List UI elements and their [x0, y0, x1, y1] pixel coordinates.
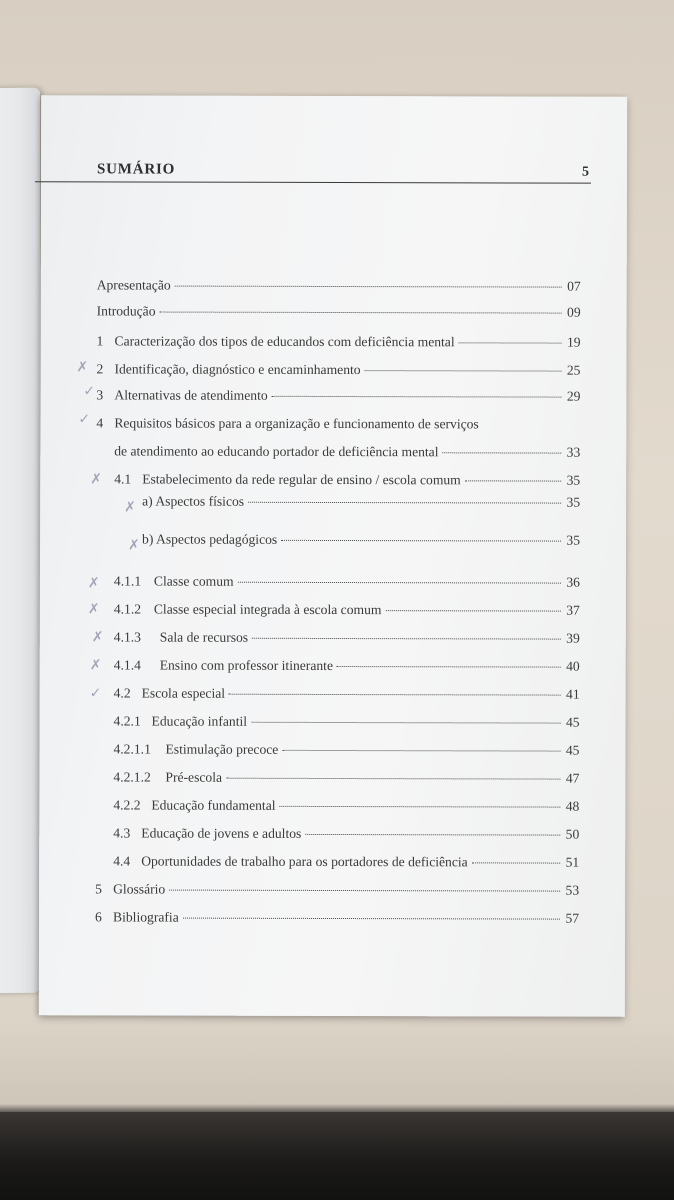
running-head — [97, 161, 589, 182]
toc-entry — [114, 627, 580, 648]
toc-entry-label: Ensino com professor itinerante — [159, 657, 334, 674]
handwritten-check-mark-icon: ✓ — [78, 411, 91, 428]
handwritten-check-mark-icon: ✗ — [89, 657, 102, 674]
toc-entry-page: 35 — [566, 532, 581, 548]
toc-entry — [113, 767, 579, 788]
toc-entry-continuation — [114, 441, 580, 462]
toc-entry-label: Classe especial integrada à escola comum — [153, 601, 382, 618]
toc-entry — [114, 683, 580, 704]
toc-entry-number: 4.2 — [113, 685, 131, 701]
toc-entry — [142, 530, 580, 551]
dot-leader — [305, 831, 560, 836]
toc-entry-label: Educação fundamental — [151, 797, 276, 813]
toc-entry-number: 4.2.1 — [113, 713, 141, 729]
handwritten-check-mark-icon: ✗ — [76, 359, 89, 376]
toc-entry-page: 39 — [566, 630, 580, 646]
toc-entry-number: 4.2.1.2 — [113, 769, 151, 785]
dot-leader — [183, 915, 561, 920]
handwritten-check-mark-icon: ✗ — [90, 471, 102, 488]
toc-entry-page: 53 — [565, 882, 580, 898]
dot-leader — [465, 477, 562, 481]
toc-entry-label: Sala de recursos — [159, 629, 249, 645]
toc-entry-number: 4.3 — [113, 825, 131, 841]
toc-entry — [95, 879, 579, 900]
toc-entry-number: 4.2.2 — [113, 797, 141, 813]
dot-leader — [282, 747, 561, 752]
toc-entry — [97, 301, 581, 322]
toc-entry — [114, 599, 580, 620]
toc-entry-page: 36 — [566, 574, 580, 590]
toc-entry-label: b) Aspectos pedagógicos — [142, 531, 278, 547]
toc-entry-number: 5 — [95, 881, 102, 897]
dot-leader — [229, 691, 561, 696]
toc-entry-label: Caracterização dos tipos de educandos com deficiência mental — [114, 333, 455, 350]
toc-entry-label: Estabelecimento da rede regular de ensino / escola comum — [142, 471, 461, 488]
toc-entry — [114, 655, 580, 676]
toc-entry-page: 29 — [566, 388, 581, 404]
toc-entry-page: 50 — [565, 826, 580, 842]
toc-entry-number: 3 — [96, 387, 104, 403]
document-page — [39, 95, 627, 1017]
toc-entry — [113, 739, 579, 760]
dot-leader — [272, 393, 562, 398]
toc-entry-number: 4.1.3 — [113, 629, 141, 645]
page-title: SUMÁRIO — [96, 161, 176, 178]
toc-entry — [97, 275, 581, 296]
toc-entry — [114, 469, 580, 490]
toc-entry-label: Apresentação — [96, 277, 171, 293]
toc-entry-label: Glossário — [113, 881, 166, 897]
toc-entry — [96, 359, 580, 380]
toc-entry-label: Identificação, diagnóstico e encaminhamento — [114, 361, 361, 378]
dot-leader — [365, 367, 562, 372]
dot-leader — [251, 719, 561, 724]
toc-entry-page: 09 — [567, 304, 581, 320]
dot-leader — [175, 283, 562, 288]
dot-leader — [252, 635, 561, 640]
dot-leader — [169, 887, 560, 892]
toc-entry-label: Educação infantil — [151, 713, 248, 729]
toc-entry-label: Classe comum — [153, 573, 234, 589]
handwritten-check-mark-icon: ✗ — [124, 499, 136, 516]
toc-entry-number: 4.1.2 — [113, 601, 142, 617]
toc-entry-label: Oportunidades de trabalho para os portadores de deficiência — [141, 853, 468, 870]
toc-entry-page: 19 — [566, 334, 581, 350]
toc-entry — [95, 907, 579, 928]
toc-entry-label: Bibliografia — [113, 909, 179, 925]
toc-entry-number: 4.2.1.1 — [113, 741, 151, 757]
facing-page-edge — [0, 88, 40, 994]
handwritten-check-mark-icon: ✗ — [91, 629, 104, 646]
toc-entry-label: Alternativas de atendimento — [114, 387, 268, 403]
toc-entry — [96, 413, 580, 434]
toc-entry-number: 1 — [96, 333, 104, 349]
toc-entry — [114, 571, 580, 592]
toc-entry — [114, 711, 580, 732]
toc-entry-label: Introdução — [96, 303, 156, 319]
toc-entry — [113, 795, 579, 816]
table-edge — [0, 1112, 674, 1200]
toc-entry-label: Pré-escola — [165, 769, 223, 785]
toc-entry-page: 48 — [565, 798, 580, 814]
toc-entry-number: 4 — [96, 415, 104, 431]
page-number: 5 — [581, 164, 590, 180]
toc-entry — [113, 823, 579, 844]
toc-entry-page: 41 — [566, 686, 580, 702]
dot-leader — [281, 537, 561, 542]
toc-entry-page: 25 — [566, 362, 581, 378]
toc-entry-label: Estimulação precoce — [165, 741, 279, 757]
header-rule — [35, 181, 591, 183]
toc-entry-page: 57 — [565, 910, 580, 926]
toc-entry-label: Escola especial — [141, 685, 226, 701]
toc-entry-number: 6 — [95, 909, 102, 925]
toc-entry-label: Requisitos básicos para a organização e funcionamento de serviços — [114, 415, 479, 432]
dot-leader — [226, 775, 561, 780]
toc-entry-page: 40 — [566, 658, 580, 674]
toc-entry-number: 2 — [96, 361, 104, 377]
dot-leader — [472, 859, 561, 863]
dot-leader — [385, 607, 561, 611]
dot-leader — [248, 499, 561, 504]
dot-leader — [443, 449, 562, 453]
handwritten-check-mark-icon: ✗ — [87, 601, 100, 618]
dot-leader — [337, 663, 561, 668]
toc-entry — [97, 331, 581, 352]
toc-entry-page: 35 — [566, 494, 581, 510]
toc-entry-page: 47 — [565, 770, 580, 786]
dot-leader — [280, 803, 561, 808]
handwritten-check-mark-icon: ✓ — [89, 685, 102, 702]
toc-entry-label: a) Aspectos físicos — [142, 493, 245, 509]
toc-entry-number: 4.4 — [113, 853, 131, 869]
dot-leader — [238, 579, 562, 584]
toc-entry-page: 07 — [567, 278, 581, 294]
toc-entry-page: 35 — [566, 472, 581, 488]
toc-entry-label: de atendimento ao educando portador de deficiência mental — [114, 443, 439, 460]
handwritten-check-mark-icon: ✗ — [87, 575, 100, 592]
dot-leader — [459, 339, 562, 343]
toc-entry — [142, 492, 580, 513]
handwritten-check-mark-icon: ✗ — [128, 537, 140, 554]
dot-leader — [160, 309, 563, 314]
toc-entry-number: 4.1.1 — [113, 573, 142, 589]
toc-entry-number: 4.1 — [114, 471, 132, 487]
table-of-contents — [95, 275, 581, 926]
toc-entry — [113, 851, 579, 872]
handwritten-check-mark-icon: ✓ — [83, 383, 96, 400]
toc-entry-page: 45 — [565, 742, 580, 758]
toc-entry-page: 51 — [565, 854, 580, 870]
toc-entry-page: 37 — [566, 602, 580, 618]
toc-entry-label: Educação de jovens e adultos — [141, 825, 302, 841]
toc-entry-page: 33 — [566, 444, 581, 460]
toc-entry-number: 4.1.4 — [113, 657, 141, 673]
toc-entry — [96, 385, 580, 406]
toc-entry-page: 45 — [565, 714, 580, 730]
